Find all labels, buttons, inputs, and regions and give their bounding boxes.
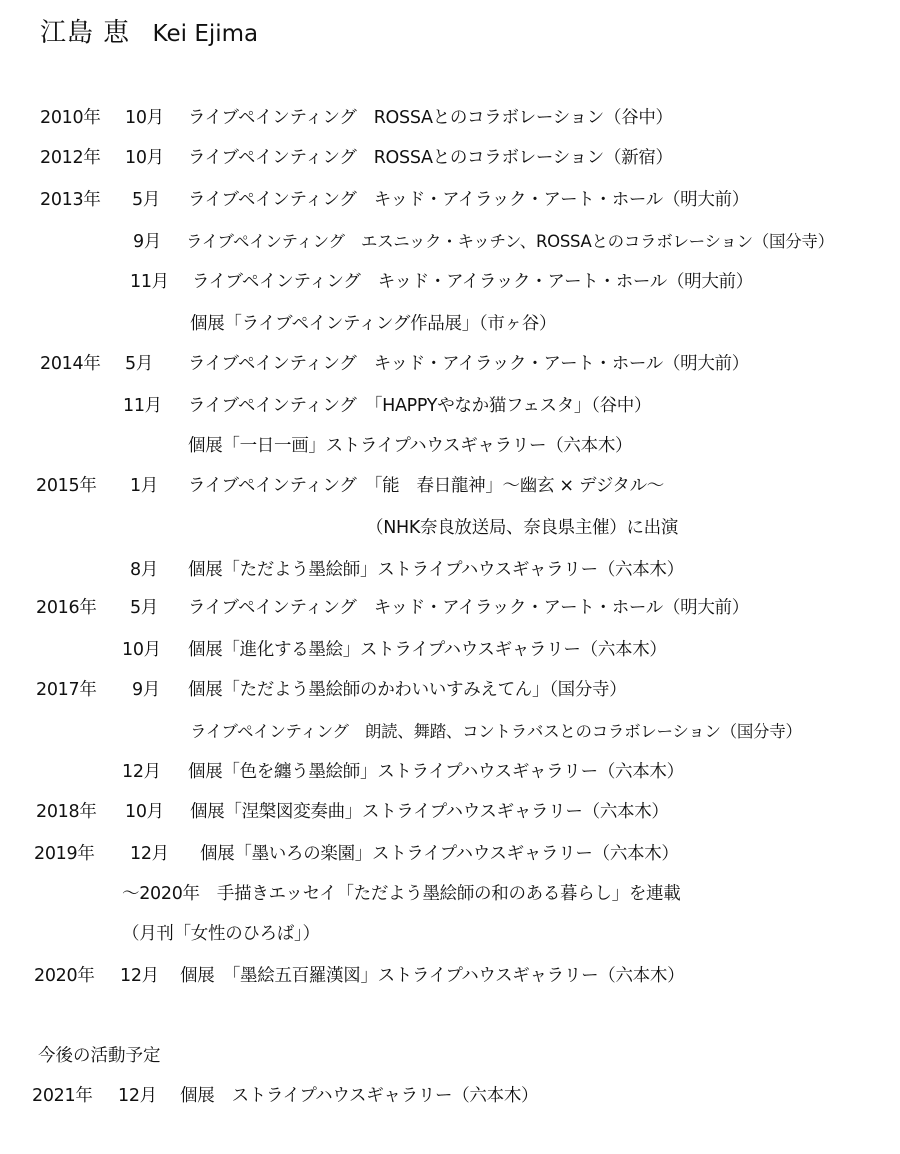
entry-month: 5月: [132, 190, 161, 210]
entry-month: 10月: [125, 802, 164, 822]
entry-text: ライブペインティング 「能 春日龍神」～幽玄 × デジタル～: [188, 476, 664, 496]
entry-month: 12月: [122, 762, 161, 782]
entry-month: 5月: [125, 354, 154, 374]
entry-text: 個展「進化する墨絵」ストライプハウスギャラリー（六本木）: [188, 640, 667, 660]
entry-text: ライブペインティング ROSSAとのコラボレーション（新宿）: [188, 148, 673, 168]
entry-year: 2020年: [34, 966, 95, 986]
entry-text: 個展「一日一画」ストライプハウスギャラリー（六本木）: [188, 436, 633, 456]
entry-text: 個展「ただよう墨絵師のかわいいすみえてん」（国分寺）: [188, 680, 627, 700]
entry-month: 12月: [118, 1086, 157, 1106]
entry-text: 個展「ただよう墨絵師」ストライプハウスギャラリー（六本木）: [188, 560, 684, 580]
entry-text: ライブペインティング キッド・アイラック・アート・ホール（明大前）: [192, 272, 753, 292]
entry-text: ～2020年 手描きエッセイ「ただよう墨絵師の和のある暮らし」を連載: [122, 884, 681, 904]
entry-year: 2017年: [36, 680, 97, 700]
entry-year: 2021年: [32, 1086, 93, 1106]
entry-month: 10月: [125, 108, 164, 128]
entry-text: （NHK奈良放送局、奈良県主催）に出演: [366, 518, 679, 538]
entry-month: 9月: [132, 680, 161, 700]
entry-text: （月刊「女性のひろば」）: [122, 924, 320, 944]
entry-month: 5月: [130, 598, 159, 618]
entry-year: 2010年: [40, 108, 101, 128]
entry-month: 12月: [120, 966, 159, 986]
entry-year: 2019年: [34, 844, 95, 864]
entry-text: ライブペインティング エスニック・キッチン、ROSSAとのコラボレーション（国分寺）: [186, 232, 834, 251]
entry-year: 2014年: [40, 354, 101, 374]
entry-month: 9月: [133, 232, 162, 252]
entry-year: 2015年: [36, 476, 97, 496]
future-section-title: 今後の活動予定: [38, 1046, 161, 1066]
entry-text: 個展「色を纏う墨絵師」ストライプハウスギャラリー（六本木）: [188, 762, 684, 782]
entry-text: ライブペインティング キッド・アイラック・アート・ホール（明大前）: [188, 598, 749, 618]
entry-month: 11月: [123, 396, 162, 416]
entry-text: 個展 「墨絵五百羅漢図」ストライプハウスギャラリー（六本木）: [180, 966, 685, 986]
entry-text: 個展「ライブペインティング作品展」（市ヶ谷）: [190, 314, 557, 334]
entry-text: ライブペインティング 朗読、舞踏、コントラバスとのコラボレーション（国分寺）: [190, 722, 802, 741]
entry-text: ライブペインティング キッド・アイラック・アート・ホール（明大前）: [188, 190, 749, 210]
artist-name-en: Kei Ejima: [152, 21, 259, 47]
entry-year: 2016年: [36, 598, 97, 618]
artist-name: [40, 20, 258, 46]
entry-text: ライブペインティング キッド・アイラック・アート・ホール（明大前）: [188, 354, 749, 374]
entry-year: 2013年: [40, 190, 101, 210]
entry-month: 11月: [130, 272, 169, 292]
entry-text: ライブペインティング ROSSAとのコラボレーション（谷中）: [188, 108, 673, 128]
entry-year: 2012年: [40, 148, 101, 168]
entry-month: 10月: [122, 640, 161, 660]
entry-text: 個展 ストライプハウスギャラリー（六本木）: [180, 1086, 539, 1106]
entry-text: 個展「墨いろの楽園」ストライプハウスギャラリー（六本木）: [200, 844, 679, 864]
entry-month: 10月: [125, 148, 164, 168]
entry-month: 1月: [130, 476, 159, 496]
entry-month: 12月: [130, 844, 169, 864]
entry-text: 個展「涅槃図変奏曲」ストライプハウスギャラリー（六本木）: [190, 802, 669, 822]
entry-year: 2018年: [36, 802, 97, 822]
entry-text: ライブペインティング 「HAPPYやなか猫フェスタ」（谷中）: [188, 396, 652, 416]
artist-name-ja: 江島 恵: [40, 18, 131, 48]
entry-month: 8月: [130, 560, 159, 580]
